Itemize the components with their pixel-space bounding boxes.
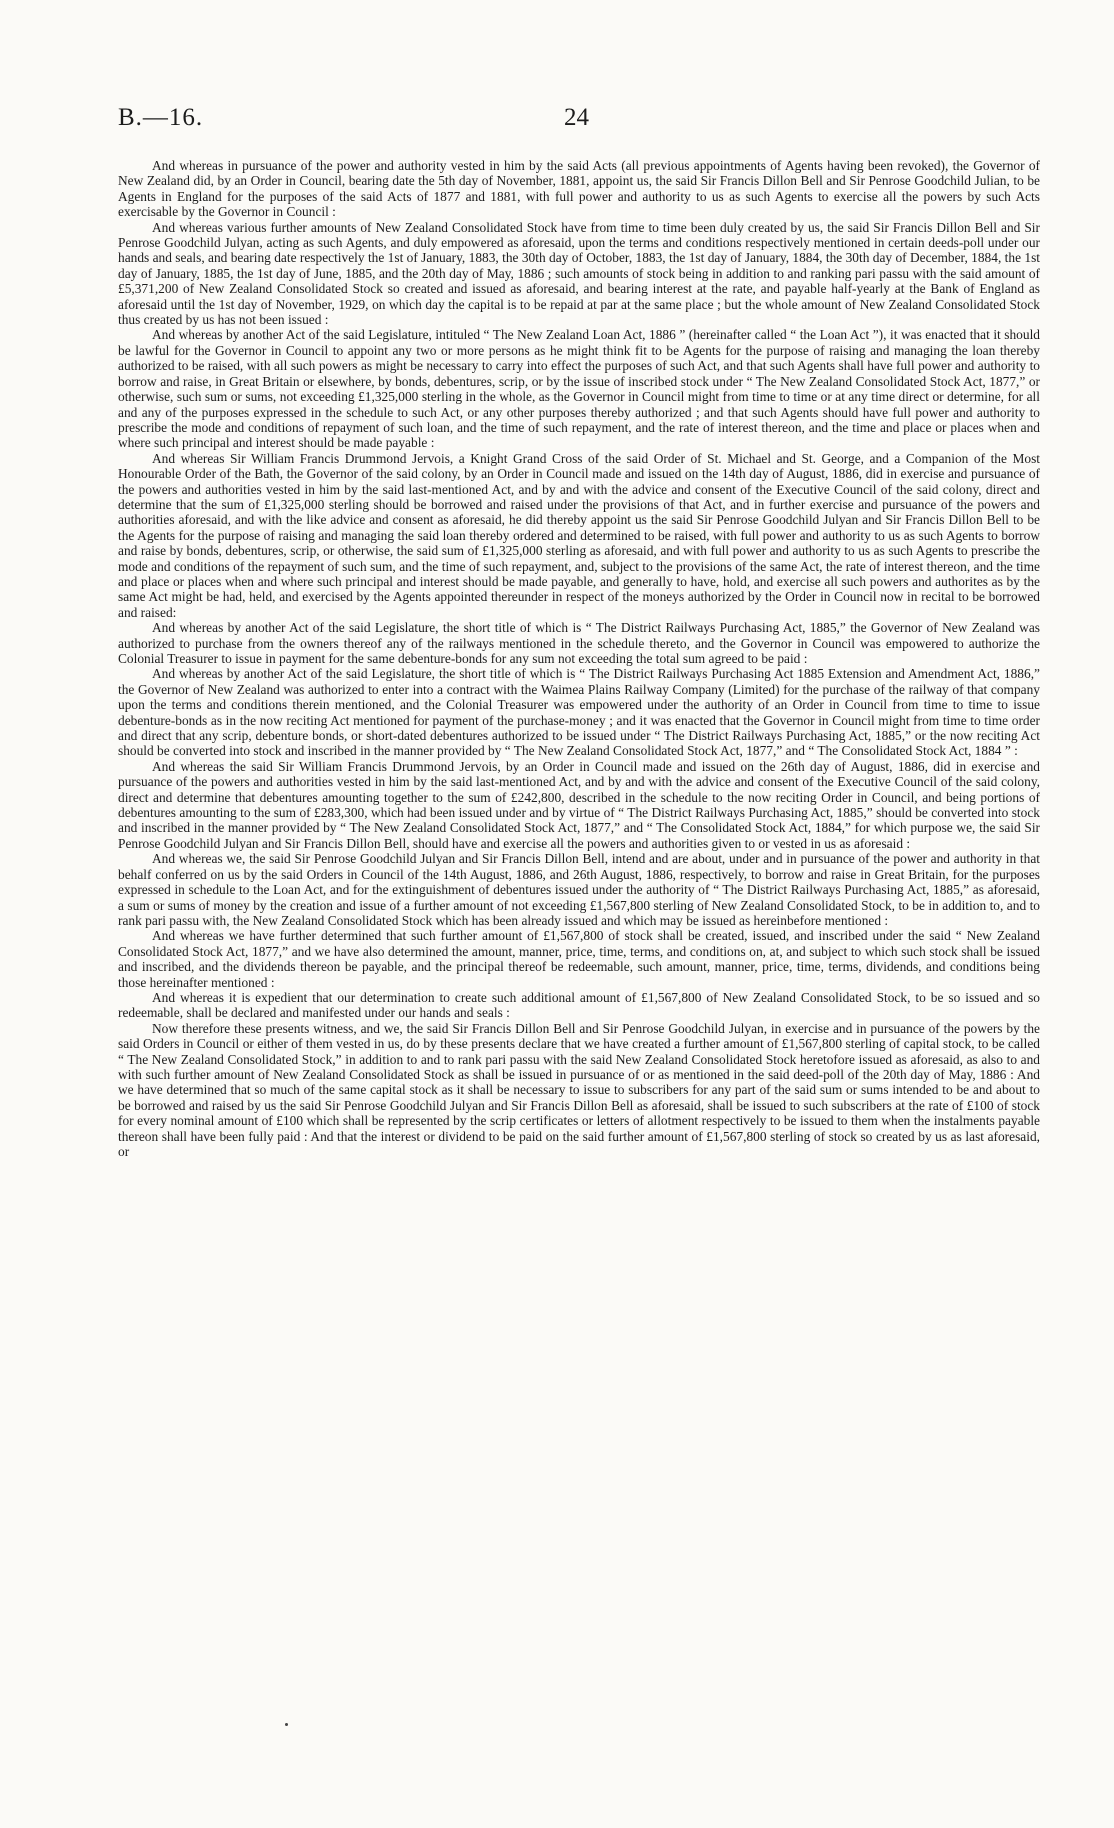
- paragraph: And whereas by another Act of the said Legislature, the short title of which is “ The District Railways Purchasing Act, 1885,” the Governor of New Zealand was authorized to purchase from the owners thereof any of the railways mentioned in the schedule thereto, and the Governor in Council was empowered to authorize the Colonial Treasurer to issue in payment for the same debenture-bonds for any sum not exceeding the total sum agreed to be paid :: [118, 620, 1040, 666]
- page-number: 24: [564, 104, 589, 131]
- paragraph: Now therefore these presents witness, and we, the said Sir Francis Dillon Bell and Sir Penrose Goodchild Julyan, in exercise and in pursuance of the powers by the said Orders in Council or either of them vested in us, do by these presents declare that we have created a further amount of £1,567,800 sterling of capital stock, to be called “ The New Zealand Consolidated Stock,” in addition to and to rank pari passu with the said New Zealand Consolidated Stock heretofore issued as aforesaid, as also to and with such further amount of New Zealand Consolidated Stock as shall be issued in pursuance of or as mentioned in the said deed-poll of the 20th day of May, 1886 : And we have determined that so much of the same capital stock as it shall be necessary to issue to subscribers for any part of the said sum or sums intended to be and about to be borrowed and raised by us the said Sir Penrose Goodchild Julyan and Sir Francis Dillon Bell as aforesaid, shall be issued to such subscribers at the rate of £100 of stock for every nominal amount of £100 which shall be represented by the scrip certificates or letters of allotment respectively to be issued to them when the instalments payable thereon shall have been fully paid : And that the interest or dividend to be paid on the said further amount of £1,567,800 sterling of stock so created by us as last aforesaid, or: [118, 1020, 1040, 1159]
- paragraph: And whereas Sir William Francis Drummond Jervois, a Knight Grand Cross of the said Order of St. Michael and St. George, and a Companion of the Most Honourable Order of the Bath, the Governor of the said colony, by an Order in Council made and issued on the 14th day of August, 1886, did in exercise and pursuance of the powers and authorities vested in him by the said last-mentioned Act, and by and with the advice and consent of the Executive Council of the said colony, direct and determine that the sum of £1,325,000 sterling should be borrowed and raised under the provisions of that Act, and in further exercise and pursuance of the powers and authorities aforesaid, and with the like advice and consent as aforesaid, he did thereby appoint us the said Sir Penrose Goodchild Julyan and Sir Francis Dillon Bell to be the Agents for the purpose of raising and managing the said loan thereby ordered and determined to be raised, with full power and authority to us as such Agents to borrow and raise by bonds, debentures, scrip, or otherwise, the said sum of £1,325,000 sterling as aforesaid, and with full power and authority to us as such Agents to prescribe the mode and conditions of the repayment of such sum, and the time of such repayment, and, subject to the provisions of the same Act, the rate of interest thereon, and the time and place or places when and where such principal and interest should be made payable, and generally to have, hold, and exercise all such powers and authorites as by the same Act might be had, held, and exercised by the Agents appointed thereunder in respect of the moneys authorized by the Order in Council now in recital to be borrowed and raised:: [118, 450, 1040, 620]
- paragraph: And whereas by another Act of the said Legislature, intituled “ The New Zealand Loan Act, 1886 ” (hereinafter called “ the Loan Act ”), it was enacted that it should be lawful for the Governor in Council to appoint any two or more persons as he might think fit to be Agents for the purpose of raising and managing the loan thereby authorized to be raised, with all such powers as might be necessary to carry into effect the purposes of such Act, and that such Agents shall have full power and authority to borrow and raise, in Great Britain or elsewhere, by bonds, debentures, scrip, or by the issue of inscribed stock under “ The New Zealand Consolidated Stock Act, 1877,” or otherwise, such sum or sums, not exceeding £1,325,000 sterling in the whole, as the Governor in Council might from time to time or at any time direct or determine, for all and any of the purposes expressed in the schedule to such Act, or any other purposes thereby authorized ; and that such Agents should have full power and authority to prescribe the mode and conditions of repayment of such loan, and the time of such repayment, and the rate of interest thereon, and the time and place or places when and where such principal and interest should be made payable :: [118, 327, 1040, 451]
- paragraph: And whereas by another Act of the said Legislature, the short title of which is “ The District Railways Purchasing Act 1885 Extension and Amendment Act, 1886,” the Governor of New Zealand was authorized to enter into a contract with the Waimea Plains Railway Company (Limited) for the purchase of the railway of that company upon the terms and conditions therein mentioned, and the Colonial Treasurer was empowered under the authority of an Order in Council from time to time to issue debenture-bonds as in the now reciting Act mentioned for payment of the purchase-money ; and it was enacted that the Governor in Council might from time to time order and direct that any scrip, debenture bonds, or short-dated debentures authorized to be issued under “ The District Railways Purchasing Act, 1885,” or the now reciting Act should be converted into stock and inscribed in the manner provided by “ The New Zealand Consolidated Stock Act, 1877,” and “ The Consolidated Stock Act, 1884 ” :: [118, 666, 1040, 759]
- paragraph: And whereas the said Sir William Francis Drummond Jervois, by an Order in Council made and issued on the 26th day of August, 1886, did in exercise and pursuance of the powers and authorities vested in him by the said last-mentioned Act, and by and with the advice and consent of the Executive Council of the said colony, direct and determine that debentures amounting together to the sum of £242,800, described in the schedule to the now reciting Order in Council, and being portions of debentures amounting to the sum of £283,300, which had been issued under and by virtue of “ The District Railways Purchasing Act, 1885,” should be converted into stock and inscribed in the manner provided by “ The New Zealand Consolidated Stock Act, 1877,” and “ The Consolidated Stock Act, 1884,” for which purpose we, the said Sir Penrose Goodchild Julyan and Sir Francis Dillon Bell, should have and exercise all the powers and authorities given to or vested in us as aforesaid :: [118, 758, 1040, 851]
- paragraph: And whereas it is expedient that our determination to create such additional amount of £1,567,800 of New Zealand Consolidated Stock, to be so issued and so redeemable, shall be declared and manifested under our hands and seals :: [118, 989, 1040, 1021]
- document-reference: B.—16.: [118, 104, 204, 131]
- paragraph: And whereas in pursuance of the power and authority vested in him by the said Acts (all previous appointments of Agents having been revoked), the Governor of New Zealand did, by an Order in Council, bearing date the 5th day of November, 1881, appoint us, the said Sir Francis Dillon Bell and Sir Penrose Goodchild Julian, to be Agents in England for the purposes of the said Acts of 1877 and 1881, with full power and authority to us as such Agents to exercise all the powers by such Acts exercisable by the Governor in Council :: [118, 158, 1040, 220]
- paragraph: And whereas we, the said Sir Penrose Goodchild Julyan and Sir Francis Dillon Bell, intend and are about, under and in pursuance of the power and authority in that behalf conferred on us by the said Orders in Council of the 14th August, 1886, and 26th August, 1886, respectively, to borrow and raise in Great Britain, for the purposes expressed in schedule to the Loan Act, and for the extinguishment of debentures issued under the authority of “ The District Railways Purchasing Act, 1885,” as aforesaid, a sum or sums of money by the creation and issue of a further amount of not exceeding £1,567,800 sterling of New Zealand Consolidated Stock, to be in addition to, and to rank pari passu with, the New Zealand Consolidated Stock which has been already issued and which may be issued as hereinbefore mentioned :: [118, 851, 1040, 928]
- document-body: [118, 158, 1040, 1159]
- ink-speck: [285, 1723, 288, 1726]
- paragraph: And whereas we have further determined that such further amount of £1,567,800 of stock shall be created, issued, and inscribed under the said “ New Zealand Consolidated Stock Act, 1877,” and we have also determined the amount, manner, price, time, terms, and conditions on, at, and subject to which such stock shall be issued and inscribed, and the dividends thereon be payable, and the principal thereof be redeemable, such amount, manner, price, time, terms, dividends, and conditions being those hereinafter mentioned :: [118, 928, 1040, 990]
- paragraph: And whereas various further amounts of New Zealand Consolidated Stock have from time to time been duly created by us, the said Sir Francis Dillon Bell and Sir Penrose Goodchild Julyan, acting as such Agents, and duly empowered as aforesaid, upon the terms and conditions respectively mentioned in certain deeds-poll under our hands and seals, and bearing date respectively the 1st of January, 1883, the 30th day of October, 1883, the 1st day of January, 1884, the 30th day of December, 1884, the 1st day of January, 1885, the 1st day of June, 1885, and the 20th day of May, 1886 ; such amounts of stock being in addition to and ranking pari passu with the said amount of £5,371,200 of New Zealand Consolidated Stock so created and issued as aforesaid, and bearing interest at the rate, and payable half-yearly at the Bank of England as aforesaid until the 1st day of November, 1929, on which day the capital is to be repaid at par at the same place ; but the whole amount of New Zealand Consolidated Stock thus created by us has not been issued :: [118, 219, 1040, 328]
- page-header: [118, 104, 1040, 138]
